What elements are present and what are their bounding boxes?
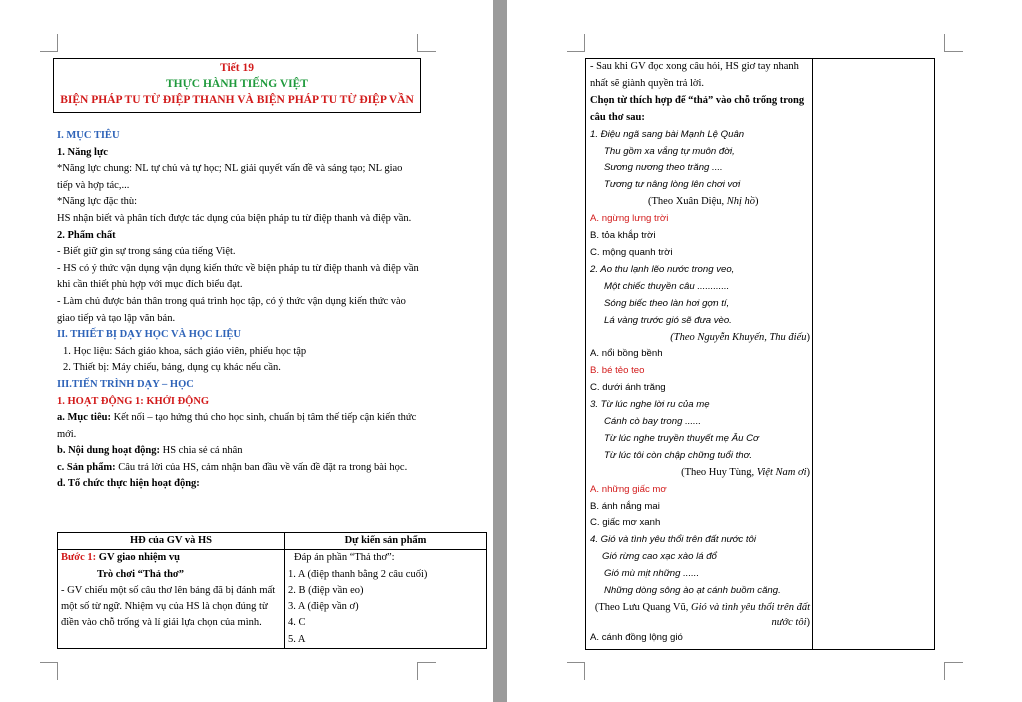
paragraph: 1. Học liệu: Sách giáo khoa, sách giáo viên, phiếu học tập [63,345,307,357]
step-text: GV giao nhiệm vụ [96,552,180,564]
poem-line: Sóng biếc theo làn hơi gợn tí, [604,297,730,309]
option-a: A. nổi bồng bềnh [590,348,663,360]
option-b: B. ánh nắng mai [590,500,660,512]
poem-line: Một chiếc thuyền câu ............ [604,280,730,292]
lesson-title: BIỆN PHÁP TU TỪ ĐIỆP THANH VÀ BIỆN PHÁP TU TỪ ĐIỆP VẦN [60,94,414,106]
poem-line: Tương tư nâng lòng lên chơi vơi [604,179,741,191]
poem-line: Thu gồm xa vắng tự muôn đời, [604,145,735,157]
poem-line: 2. Ao thu lạnh lẽo nước trong veo, [590,263,735,275]
option-a: A. ngừng lưng trời [590,213,669,225]
table-cell [586,59,813,650]
poem-source: (Theo Lưu Quang Vũ, Gió và tình yêu thổi trên đất nước tôi) [594,602,810,628]
activity-description: - GV chiếu một số câu thơ lên bảng đã bị đánh mất một số từ ngữ. Nhiệm vụ của HS là chọn đúng từ điền vào chỗ trống và lí giải lựa chọn của mình. [61,584,276,629]
poem-line: Gió mù mịt những ...... [604,568,700,580]
poem-source: (Theo Xuân Diệu, Nhị hồ) [648,196,759,208]
crop-mark [57,662,58,680]
answer-item: 1. A (điệp thanh bằng 2 câu cuối) [288,568,428,580]
option-b: B. tỏa khắp trời [590,230,656,242]
paragraph-product [57,460,419,477]
paragraph: *Năng lực chung: NL tự chủ và tự học; NL giải quyết vấn đề và sáng tạo; NL giao tiếp và hợp tác,... [57,163,403,191]
poem-line: 3. Từ lúc nghe lời ru của mẹ [590,399,710,411]
paragraph: - Làm chủ được bản thân trong quá trình học tập, có ý thức vận dụng kiến thức vào giao tiếp và tạo lập văn bản. [57,295,406,324]
table-header: HĐ của GV và HS [58,533,285,550]
crop-mark [567,51,585,52]
option-c: C. giấc mơ xanh [590,517,661,529]
answers-title: Đáp án phần “Thả thơ”: [294,552,395,564]
poem-line: Sương nương theo trăng .... [604,162,723,174]
question-prompt: Chọn từ thích hợp để “thả” vào chỗ trống trong câu thơ sau: [590,94,805,123]
heading-qualities: 2. Phẩm chất [57,229,116,241]
option-b: B. bé tẻo teo [590,365,645,377]
paragraph: *Năng lực đặc thù: [57,196,138,208]
table-cell [58,550,285,649]
step-label: Bước 1: [61,552,97,564]
crop-mark [944,34,945,52]
poem-line: Từ lúc nghe truyền thuyết mẹ Âu Cơ [604,432,759,444]
poem-line: Cánh cò bay trong ...... [604,416,702,428]
heading-organize: d. Tổ chức thực hiện hoạt động: [57,478,200,490]
crop-mark [417,662,418,680]
table-cell-empty [813,59,935,650]
answer-item: 2. B (điệp vần eo) [288,584,364,596]
poem-line: Gió rừng cao xạc xào lá đổ [602,551,717,563]
text: HS chia sẻ cá nhân [160,445,243,457]
crop-mark [945,51,963,52]
option-a: A. những giấc mơ [590,483,667,495]
crop-mark [57,34,58,52]
poem-line: Từ lúc tôi còn chập chững tuổi thơ. [604,449,753,461]
document-page-right[interactable] [507,0,1022,702]
document-page-left[interactable] [0,0,493,702]
table-header: Dự kiến sản phẩm [285,533,487,550]
text: Kết nối – tạo hứng thú cho học sinh, chuẩn bị tâm thế tiếp cận kiến thức mới. [57,412,417,440]
heading-activity-1: 1. HOẠT ĐỘNG 1: KHỞI ĐỘNG [57,395,210,407]
answer-item: 4. C [288,617,306,629]
crop-mark [40,51,58,52]
crop-mark [417,34,418,52]
crop-mark [40,662,58,663]
heading-competence: 1. Năng lực [57,146,108,158]
label: c. Sản phẩm: [57,461,116,473]
paragraph-objective [57,410,419,443]
poem-line: Lá vàng trước gió sẽ đưa vèo. [604,314,732,326]
crop-mark [567,662,585,663]
lesson-number: Tiết 19 [220,62,254,74]
left-body [57,128,419,493]
crop-mark [418,51,436,52]
lesson-subject: THỰC HÀNH TIẾNG VIỆT [166,78,308,90]
poem-source: (Theo Huy Tùng, Việt Nam ơi) [681,466,810,478]
heading-process: III.TIẾN TRÌNH DẠY – HỌC [57,378,194,390]
text: Câu trả lời của HS, cảm nhận ban đầu về vấn đề đặt ra trong bài học. [115,461,408,473]
crop-mark [584,662,585,680]
crop-mark [945,662,963,663]
answer-item: 3. A (điệp vần ơ) [288,601,359,613]
paragraph: - HS có ý thức vận dụng vận dụng kiến thức về biện pháp tu từ điệp thanh và điệp vần khi cần thiết phù hợp với mục đích biểu đạt. [57,262,419,291]
lesson-title-box [53,58,421,113]
crop-mark [418,662,436,663]
poem-line: 1. Điệu ngã sang bài Mạnh Lệ Quân [590,128,745,140]
poem-line: 4. Gió và tình yêu thổi trên đất nước tôi [590,534,757,546]
crop-mark [944,662,945,680]
page-gutter [493,0,507,702]
label: a. Mục tiêu: [57,412,111,424]
option-a: A. cánh đồng lộng gió [590,632,683,643]
poem-source: (Theo Nguyễn Khuyến, Thu điếu) [670,331,810,343]
paragraph: HS nhận biết và phân tích được tác dụng của biện pháp tu từ điệp thanh và điệp vần. [57,212,412,224]
option-c: C. dưới ánh trăng [590,382,666,394]
activity-table-continued [585,58,935,650]
option-c: C. mộng quanh trời [590,246,673,258]
answer-item: 5. A [288,633,306,645]
poem-line: Những dòng sông ào ạt cánh buồm căng. [604,585,781,597]
heading-objectives: I. MỤC TIÊU [57,130,120,141]
paragraph: 2. Thiết bị: Máy chiếu, bảng, dụng cụ khác nếu cần. [63,362,281,374]
game-title: Trò chơi “Thả thơ” [97,568,184,580]
label: b. Nội dung hoạt động: [57,445,160,457]
paragraph: - Biết giữ gìn sự trong sáng của tiếng Việt. [57,246,236,258]
paragraph: - Sau khi GV đọc xong câu hỏi, HS giơ tay nhanh nhất sẽ giành quyền trả lời. [590,61,799,89]
activity-table [57,532,487,649]
heading-equipment: II. THIẾT BỊ DẠY HỌC VÀ HỌC LIỆU [57,329,241,341]
table-cell [285,550,487,649]
paragraph-content [57,443,419,460]
crop-mark [584,34,585,52]
